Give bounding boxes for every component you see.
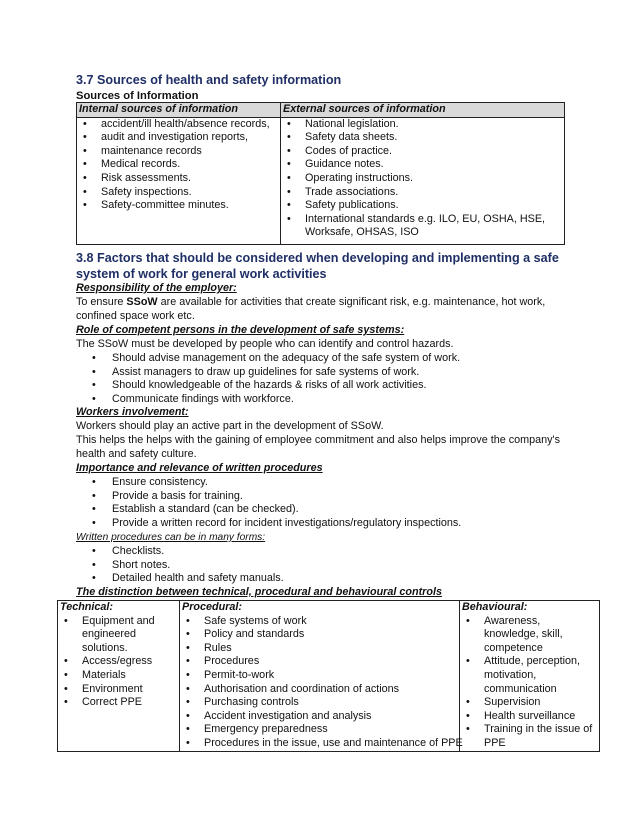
external-source-item: • Safety publications. [283, 199, 562, 213]
procedural-control-item: • Policy and standards [182, 628, 457, 642]
importance-bullet: • Establish a standard (can be checked). [90, 503, 461, 517]
competent-bullets [90, 352, 460, 406]
external-source-item: • International standards e.g. ILO, EU, OSHA, HSE, Worksafe, OHSAS, ISO [283, 213, 562, 240]
forms-bullets [90, 545, 284, 586]
workers-line3: health and safety culture. [76, 448, 197, 460]
technical-control-item: • Materials [60, 669, 177, 683]
external-source-item: • Codes of practice. [283, 145, 562, 159]
technical-control-item: • Environment [60, 683, 177, 697]
procedural-list [182, 614, 463, 751]
internal-source-item: • audit and investigation reports, [79, 131, 278, 145]
internal-sources-list [79, 118, 278, 213]
behavioural-list [462, 615, 597, 751]
procedural-control-item: • Procedures [182, 655, 457, 669]
procedural-cell [180, 601, 463, 752]
technical-control-item: • Equipment and engineered solutions. [60, 615, 177, 656]
importance-title: Importance and relevance of written procedures [76, 462, 323, 474]
behavioural-control-item: • Health surveillance [462, 710, 597, 724]
section-3-8-heading-line1: 3.8 Factors that should be considered when developing and implementing a safe [76, 251, 559, 265]
behavioural-control-item: • Awareness, knowledge, skill, competence [462, 615, 597, 656]
technical-title: Technical: [60, 601, 113, 613]
procedural-control-item: • Accident investigation and analysis [182, 710, 457, 724]
internal-source-item: • accident/ill health/absence records, [79, 118, 278, 132]
competent-bullet: • Should knowledgeable of the hazards & risks of all work activities. [90, 379, 460, 393]
procedural-control-item: • Permit-to-work [182, 669, 457, 683]
internal-sources-header: Internal sources of information [77, 103, 281, 118]
forms-title: Written procedures can be in many forms: [76, 532, 266, 543]
importance-bullets [90, 476, 461, 530]
internal-source-item: • Risk assessments. [79, 172, 278, 186]
procedural-control-item: • Authorisation and coordination of actions [182, 683, 457, 697]
external-sources-list [283, 118, 562, 240]
procedural-title: Procedural: [182, 601, 242, 613]
technical-control-item: • Correct PPE [60, 696, 177, 710]
section-3-8-heading-line2: system of work for general work activities [76, 267, 327, 281]
competent-text: The SSoW must be developed by people who can identify and control hazards. [76, 338, 454, 350]
procedural-control-item: • Emergency preparedness [182, 723, 457, 737]
workers-line2: This helps the helps with the gaining of employee commitment and also helps improve the company's [76, 434, 560, 446]
employer-text-line2: confined space work etc. [76, 310, 195, 322]
external-sources-cell [281, 117, 565, 244]
external-source-item: • Safety data sheets. [283, 131, 562, 145]
internal-source-item: • maintenance records [79, 145, 278, 159]
behavioural-control-item: • Supervision [462, 696, 597, 710]
sources-subheading: Sources of Information [76, 90, 199, 102]
importance-bullet: • Provide a basis for training. [90, 490, 461, 504]
importance-bullet: • Provide a written record for incident investigations/regulatory inspections. [90, 517, 461, 531]
technical-control-item: • Access/egress [60, 655, 177, 669]
procedural-control-item: • Purchasing controls [182, 696, 457, 710]
external-source-item: • Guidance notes. [283, 158, 562, 172]
behavioural-title: Behavioural: [462, 601, 528, 613]
distinction-title: The distinction between technical, procedural and behavioural controls [76, 586, 442, 598]
competent-bullet: • Assist managers to draw up guidelines for safe systems of work. [90, 366, 460, 380]
internal-source-item: • Medical records. [79, 158, 278, 172]
technical-list [60, 615, 177, 710]
section-3-7-heading: 3.7 Sources of health and safety information [76, 73, 342, 87]
controls-table [57, 600, 600, 752]
competent-bullet: • Should advise management on the adequacy of the safe system of work. [90, 352, 460, 366]
sources-table [76, 102, 565, 245]
employer-title: Responsibility of the employer: [76, 282, 237, 294]
workers-title: Workers involvement: [76, 406, 189, 418]
importance-bullet: • Ensure consistency. [90, 476, 461, 490]
forms-bullet: • Detailed health and safety manuals. [90, 572, 284, 586]
procedural-control-item: • Procedures in the issue, use and maintenance of PPE [182, 737, 457, 751]
behavioural-control-item: • Training in the issue of PPE [462, 723, 597, 750]
behavioural-cell [460, 601, 600, 752]
workers-line1: Workers should play an active part in the development of SSoW. [76, 420, 384, 432]
internal-source-item: • Safety inspections. [79, 186, 278, 200]
competent-title: Role of competent persons in the development of safe systems: [76, 324, 405, 336]
procedural-control-item: • Rules [182, 642, 457, 656]
behavioural-control-item: • Attitude, perception, motivation, communication [462, 655, 597, 696]
external-source-item: • Operating instructions. [283, 172, 562, 186]
external-sources-header: External sources of information [281, 103, 565, 118]
competent-bullet: • Communicate findings with workforce. [90, 393, 460, 407]
forms-bullet: • Checklists. [90, 545, 284, 559]
external-source-item: • National legislation. [283, 118, 562, 132]
internal-source-item: • Safety-committee minutes. [79, 199, 278, 213]
forms-bullet: • Short notes. [90, 559, 284, 573]
procedural-control-item: • Safe systems of work [182, 615, 457, 629]
technical-cell [58, 601, 180, 752]
employer-text: To ensure SSoW are available for activities that create significant risk, e.g. maintenance, hot work, [76, 296, 546, 308]
external-source-item: • Trade associations. [283, 186, 562, 200]
internal-sources-cell [77, 117, 281, 244]
